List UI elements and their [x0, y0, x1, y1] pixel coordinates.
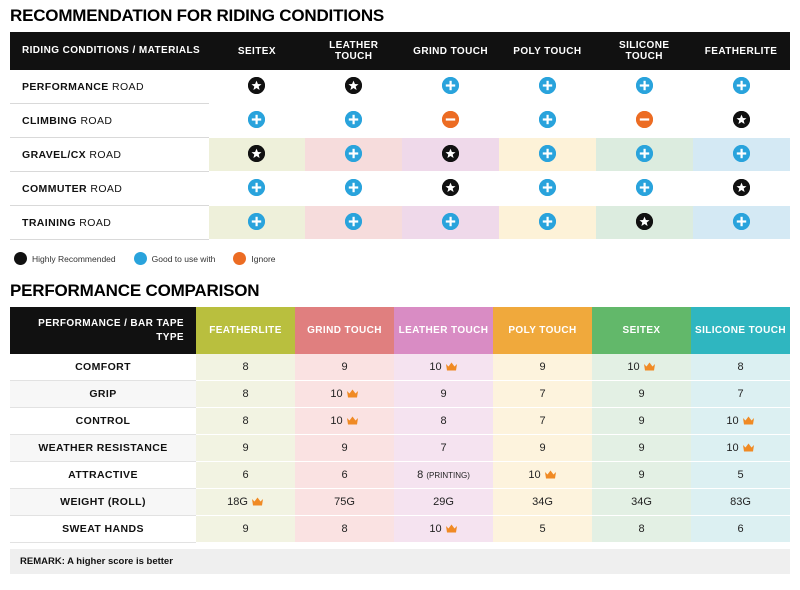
row-label-weight--roll-: WEIGHT (ROLL)	[10, 489, 196, 516]
crown-icon	[251, 496, 264, 507]
cell-leather-touch: 10	[394, 516, 493, 543]
recommendation-table-header	[10, 32, 790, 70]
cell-grind-touch	[402, 172, 499, 206]
cell-silicone-touch: 5	[691, 462, 790, 489]
cell-grind-touch: 9	[295, 354, 394, 381]
row-label-weather-resistance: WEATHER RESISTANCE	[10, 435, 196, 462]
remark-note: REMARK: A higher score is better	[10, 549, 790, 574]
table-row	[10, 516, 790, 543]
table-header-row	[10, 307, 790, 354]
row-label-sweat-hands: SWEAT HANDS	[10, 516, 196, 543]
legend-label-good-to-use: Good to use with	[151, 253, 216, 264]
cell-featherlite: 8	[196, 354, 295, 381]
cell-featherlite: 18G	[196, 489, 295, 516]
legend-item-good-to-use	[134, 252, 216, 265]
cell-poly-touch: 5	[493, 516, 592, 543]
row-label-performance: PERFORMANCE ROAD	[10, 70, 209, 104]
cell-silicone-touch	[596, 206, 693, 240]
cell-silicone-touch	[596, 104, 693, 138]
column-header-silicone-touch: SILICONE TOUCH	[691, 307, 790, 354]
column-header-seitex: SEITEX	[209, 32, 306, 70]
cell-poly-touch	[499, 70, 596, 104]
table-row	[10, 381, 790, 408]
plus-icon	[248, 111, 265, 128]
star-icon	[733, 179, 750, 196]
performance-table	[10, 307, 790, 543]
table-row	[10, 172, 790, 206]
cell-grind-touch: 6	[295, 462, 394, 489]
cell-seitex: 10	[592, 354, 691, 381]
recommendation-table	[10, 32, 790, 240]
crown-icon	[742, 442, 755, 453]
row-label-climbing: CLIMBING ROAD	[10, 104, 209, 138]
star-icon	[442, 145, 459, 162]
cell-silicone-touch: 7	[691, 381, 790, 408]
cell-leather-touch	[305, 138, 402, 172]
cell-silicone-touch: 10	[691, 408, 790, 435]
column-header-conditions-line1: RIDING CONDITIONS / MATERIALS	[22, 45, 201, 57]
cell-leather-touch: 29G	[394, 489, 493, 516]
star-icon	[345, 77, 362, 94]
cell-grind-touch: 10	[295, 408, 394, 435]
row-label-gravel-cx: GRAVEL/CX ROAD	[10, 138, 209, 172]
cell-silicone-touch	[596, 70, 693, 104]
legend-label-ignore: Ignore	[251, 253, 276, 264]
page-title-performance: PERFORMANCE COMPARISON	[10, 281, 260, 300]
plus-icon	[345, 179, 362, 196]
plus-icon	[733, 213, 750, 230]
cell-silicone-touch: 10	[691, 435, 790, 462]
crown-icon	[544, 469, 557, 480]
cell-featherlite	[693, 206, 790, 240]
cell-seitex	[209, 206, 306, 240]
table-row	[10, 70, 790, 104]
cell-seitex	[209, 172, 306, 206]
minus-icon	[233, 252, 246, 265]
recommendation-table-body	[10, 70, 790, 240]
cell-silicone-touch: 83G	[691, 489, 790, 516]
cell-seitex	[209, 138, 306, 172]
cell-seitex: 9	[592, 381, 691, 408]
column-header-leather-touch: LEATHER TOUCH	[394, 307, 493, 354]
table-row	[10, 462, 790, 489]
cell-poly-touch	[499, 206, 596, 240]
plus-icon	[248, 213, 265, 230]
cell-featherlite: 9	[196, 435, 295, 462]
row-label-attractive: ATTRACTIVE	[10, 462, 196, 489]
plus-icon	[539, 111, 556, 128]
table-row	[10, 408, 790, 435]
row-label-comfort: COMFORT	[10, 354, 196, 381]
column-header-silicone-touch: SILICONE TOUCH	[596, 32, 693, 70]
cell-seitex: 9	[592, 408, 691, 435]
plus-icon	[345, 213, 362, 230]
column-header-featherlite: FEATHERLITE	[693, 32, 790, 70]
cell-poly-touch	[499, 104, 596, 138]
crown-icon	[346, 388, 359, 399]
cell-poly-touch: 9	[493, 354, 592, 381]
cell-seitex	[209, 104, 306, 138]
star-icon	[636, 213, 653, 230]
table-header-row	[10, 32, 790, 70]
cell-featherlite	[693, 138, 790, 172]
cell-seitex	[209, 70, 306, 104]
legend	[14, 252, 790, 265]
legend-item-ignore	[233, 252, 275, 265]
cell-featherlite	[693, 70, 790, 104]
column-header-featherlite: FEATHERLITE	[196, 307, 295, 354]
table-row	[10, 489, 790, 516]
crown-icon	[742, 415, 755, 426]
cell-seitex: 34G	[592, 489, 691, 516]
plus-icon	[539, 77, 556, 94]
star-icon	[733, 111, 750, 128]
performance-table-header	[10, 307, 790, 354]
column-header-leather-touch: LEATHER TOUCH	[305, 32, 402, 70]
column-header-poly-touch: POLY TOUCH	[499, 32, 596, 70]
crown-icon	[643, 361, 656, 372]
cell-poly-touch: 7	[493, 381, 592, 408]
cell-poly-touch: 9	[493, 435, 592, 462]
star-icon	[14, 252, 27, 265]
star-icon	[248, 77, 265, 94]
plus-icon	[345, 111, 362, 128]
cell-grind-touch	[402, 206, 499, 240]
cell-leather-touch	[305, 104, 402, 138]
cell-featherlite: 6	[196, 462, 295, 489]
cell-seitex: 9	[592, 462, 691, 489]
cell-grind-touch: 75G	[295, 489, 394, 516]
cell-silicone-touch: 6	[691, 516, 790, 543]
cell-seitex: 9	[592, 435, 691, 462]
cell-poly-touch: 34G	[493, 489, 592, 516]
cell-poly-touch: 7	[493, 408, 592, 435]
plus-icon	[636, 145, 653, 162]
legend-label-highly-recommended: Highly Recommended	[32, 253, 116, 264]
star-icon	[442, 179, 459, 196]
column-header-poly-touch: POLY TOUCH	[493, 307, 592, 354]
crown-icon	[445, 523, 458, 534]
plus-icon	[539, 145, 556, 162]
table-row	[10, 104, 790, 138]
cell-featherlite: 8	[196, 381, 295, 408]
cell-leather-touch	[305, 70, 402, 104]
row-label-training: TRAINING ROAD	[10, 206, 209, 240]
plus-icon	[248, 179, 265, 196]
row-label-commuter: COMMUTER ROAD	[10, 172, 209, 206]
star-icon	[248, 145, 265, 162]
plus-icon	[134, 252, 147, 265]
cell-seitex: 8	[592, 516, 691, 543]
plus-icon	[636, 77, 653, 94]
column-header-performance: PERFORMANCE / BAR TAPE TYPE	[10, 307, 196, 354]
cell-silicone-touch	[596, 172, 693, 206]
cell-featherlite	[693, 172, 790, 206]
plus-icon	[442, 77, 459, 94]
plus-icon	[539, 213, 556, 230]
cell-leather-touch: 8	[394, 408, 493, 435]
minus-icon	[636, 111, 653, 128]
row-label-control: CONTROL	[10, 408, 196, 435]
column-header-grind-touch: GRIND TOUCH	[295, 307, 394, 354]
plus-icon	[733, 145, 750, 162]
plus-icon	[636, 179, 653, 196]
cell-leather-touch	[305, 172, 402, 206]
page-title-recommendation: RECOMMENDATION FOR RIDING CONDITIONS	[10, 6, 385, 25]
infographic-page	[0, 6, 800, 590]
cell-grind-touch: 8	[295, 516, 394, 543]
table-row	[10, 435, 790, 462]
cell-silicone-touch	[596, 138, 693, 172]
cell-featherlite: 8	[196, 408, 295, 435]
cell-leather-touch	[305, 206, 402, 240]
table-row	[10, 206, 790, 240]
table-row	[10, 138, 790, 172]
plus-icon	[442, 213, 459, 230]
cell-grind-touch: 10	[295, 381, 394, 408]
cell-grind-touch	[402, 138, 499, 172]
cell-grind-touch	[402, 104, 499, 138]
crown-icon	[346, 415, 359, 426]
column-header-conditions	[10, 32, 209, 70]
cell-poly-touch	[499, 172, 596, 206]
plus-icon	[345, 145, 362, 162]
cell-featherlite: 9	[196, 516, 295, 543]
plus-icon	[733, 77, 750, 94]
cell-leather-touch: 7	[394, 435, 493, 462]
row-label-grip: GRIP	[10, 381, 196, 408]
cell-leather-touch: 10	[394, 354, 493, 381]
cell-poly-touch: 10	[493, 462, 592, 489]
cell-silicone-touch: 8	[691, 354, 790, 381]
column-header-seitex: SEITEX	[592, 307, 691, 354]
cell-poly-touch	[499, 138, 596, 172]
legend-item-highly-recommended	[14, 252, 116, 265]
crown-icon	[445, 361, 458, 372]
plus-icon	[539, 179, 556, 196]
cell-grind-touch: 9	[295, 435, 394, 462]
minus-icon	[442, 111, 459, 128]
cell-leather-touch: 8 (PRINTING)	[394, 462, 493, 489]
performance-table-body	[10, 354, 790, 543]
column-header-grind-touch: GRIND TOUCH	[402, 32, 499, 70]
table-row	[10, 354, 790, 381]
cell-leather-touch: 9	[394, 381, 493, 408]
cell-grind-touch	[402, 70, 499, 104]
cell-featherlite	[693, 104, 790, 138]
